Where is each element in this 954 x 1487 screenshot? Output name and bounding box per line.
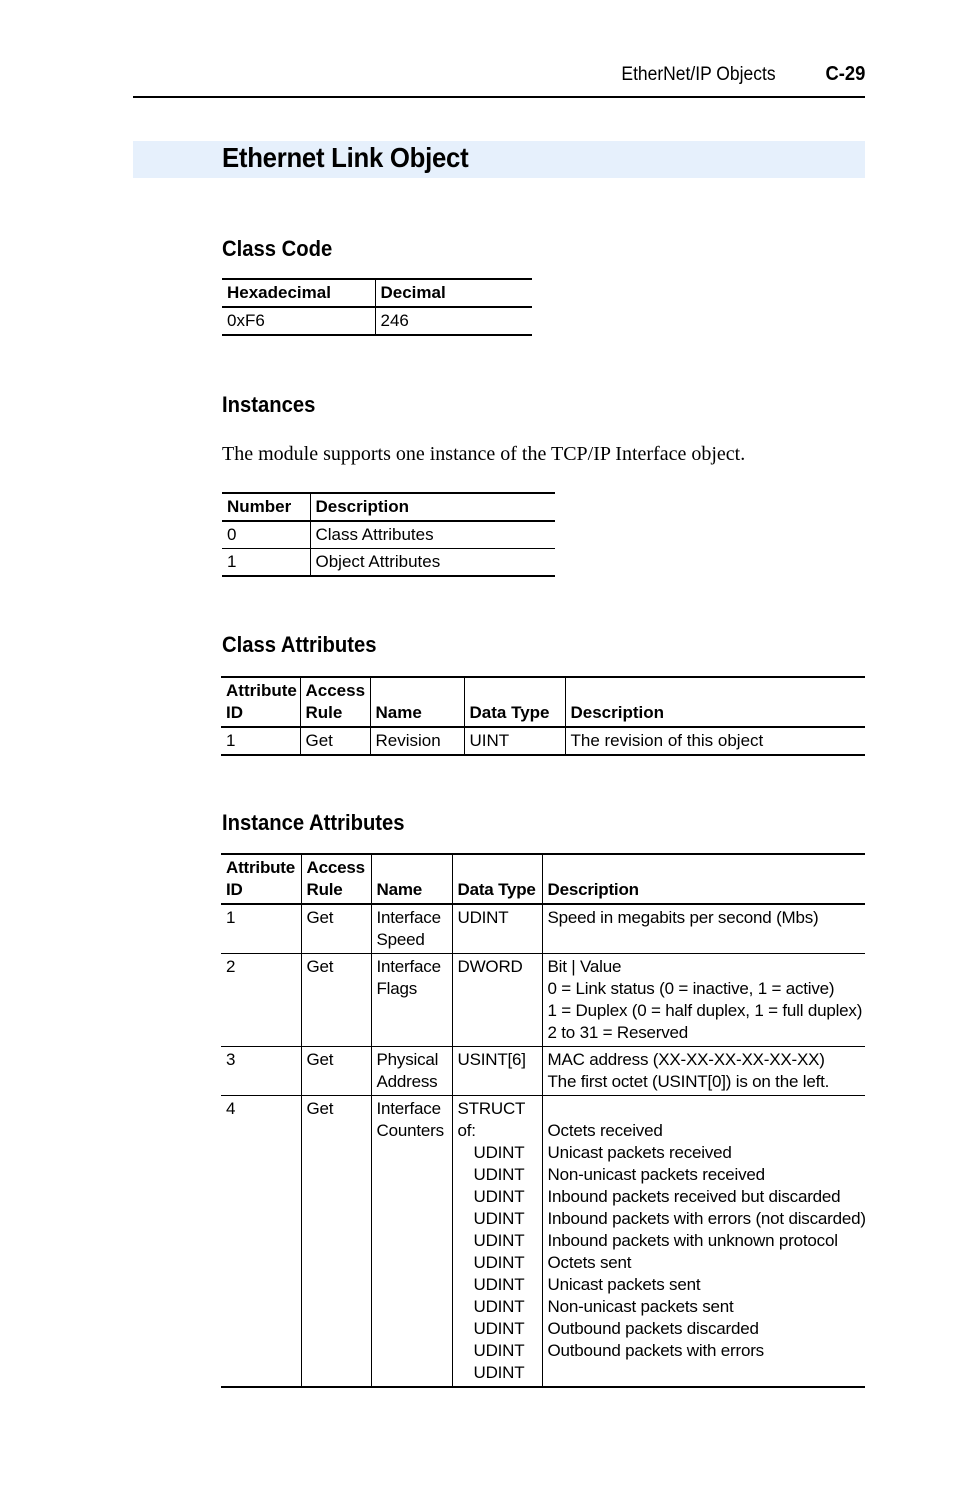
table-cell: 1 (226, 731, 236, 750)
cell-line: Octets sent (547, 1253, 632, 1272)
table-row (222, 521, 555, 549)
cell-line (548, 1098, 862, 1120)
page-title: Ethernet Link Object (222, 142, 469, 173)
section-title: EtherNet/IP Objects (621, 64, 776, 85)
table-cell: Revision (370, 727, 464, 755)
column-header: Data Type (452, 854, 542, 904)
cell-line: Speed in megabits per second (Mbs) (547, 908, 819, 927)
cell-line: 4 (226, 1099, 236, 1118)
cell-line: Interface (376, 957, 441, 976)
cell-line: Outbound packets with errors (547, 1341, 764, 1360)
cell-line: Speed (376, 930, 425, 949)
cell-line: UDINT (457, 908, 509, 927)
description-cell (542, 1047, 865, 1096)
cell-line: Octets received (547, 1121, 663, 1140)
attribute-id-cell (221, 1096, 301, 1388)
column-header: Decimal (375, 279, 532, 307)
column-header: Hexadecimal (227, 283, 331, 302)
name-cell (371, 1096, 452, 1388)
cell-line: Counters (376, 1121, 444, 1140)
class-code-table (222, 278, 532, 336)
cell-line: Unicast packets sent (547, 1275, 701, 1294)
cell-line: Interface (376, 908, 441, 927)
instances-table (222, 492, 555, 577)
cell-line: MAC address (XX-XX-XX-XX-XX-XX) (547, 1050, 825, 1069)
column-header: Number (227, 497, 292, 516)
table-row (221, 727, 865, 755)
table-cell: UINT (464, 727, 565, 755)
table-row (221, 1096, 865, 1388)
table-row (221, 904, 865, 954)
page-number: C-29 (825, 63, 865, 85)
instance-attributes-heading: Instance Attributes (222, 810, 405, 835)
cell-line: UDINT (473, 1165, 525, 1184)
cell-line: 1 (226, 908, 236, 927)
data-type-cell (452, 954, 542, 1047)
column-header: Access Rule (301, 854, 371, 904)
column-header: Name (371, 854, 452, 904)
cell-line: Inbound packets with errors (not discarded) (547, 1209, 866, 1228)
name-cell (371, 904, 452, 954)
cell-line: USINT[6] (457, 1050, 526, 1069)
table-row (222, 549, 555, 577)
data-type-cell (452, 1047, 542, 1096)
access-rule-cell (301, 1047, 371, 1096)
instance-attributes-table (221, 853, 865, 1388)
access-rule-cell (301, 904, 371, 954)
column-header: Attribute ID (226, 681, 297, 722)
description-cell (542, 954, 865, 1047)
cell-line: Address (376, 1072, 438, 1091)
cell-line: Physical (376, 1050, 439, 1069)
column-header: Access Rule (300, 677, 370, 727)
instance-attributes-body (221, 904, 865, 1387)
table-cell: The revision of this object (565, 727, 865, 755)
table-cell: 0 (227, 525, 237, 544)
cell-line: 2 (226, 957, 236, 976)
table-cell: 246 (375, 307, 532, 335)
column-header: Name (370, 677, 464, 727)
data-type-cell (452, 1096, 542, 1388)
cell-line: UDINT (473, 1209, 525, 1228)
table-cell: 1 (227, 552, 237, 571)
access-rule-cell (301, 954, 371, 1047)
table-row (221, 954, 865, 1047)
data-type-cell (452, 904, 542, 954)
table-row (222, 307, 532, 335)
cell-line: UDINT (473, 1297, 525, 1316)
cell-line: UDINT (473, 1363, 525, 1382)
cell-line: UDINT (473, 1341, 525, 1360)
column-header: Description (565, 677, 865, 727)
cell-line: Bit | Value (547, 957, 622, 976)
column-header: Attribute ID (226, 858, 296, 899)
table-header-row (222, 279, 532, 307)
cell-line: Get (306, 908, 334, 927)
access-rule-cell (301, 1096, 371, 1388)
cell-line: 0 = Link status (0 = inactive, 1 = active) (547, 979, 835, 998)
cell-line: Flags (376, 979, 418, 998)
column-header: Description (310, 493, 555, 521)
table-header-row (221, 677, 865, 727)
column-header: Data Type (464, 677, 565, 727)
cell-line: Get (306, 957, 334, 976)
cell-line: Non-unicast packets sent (547, 1297, 734, 1316)
name-cell (371, 954, 452, 1047)
class-attributes-heading: Class Attributes (222, 632, 377, 657)
table-cell: Get (300, 727, 370, 755)
cell-line: Outbound packets discarded (547, 1319, 759, 1338)
cell-line: UDINT (473, 1253, 525, 1272)
cell-line: 3 (226, 1050, 236, 1069)
instances-description: The module supports one instance of the TCP/IP Interface object. (222, 443, 746, 465)
table-cell: Class Attributes (310, 521, 555, 549)
class-attributes-table (221, 676, 865, 756)
cell-line: Interface (376, 1099, 441, 1118)
cell-line: 2 to 31 = Reserved (547, 1023, 689, 1042)
cell-line: UDINT (473, 1231, 525, 1250)
cell-line: Inbound packets with unknown protocol (547, 1231, 838, 1250)
table-cell: Object Attributes (310, 549, 555, 577)
cell-line: Unicast packets received (547, 1143, 732, 1162)
cell-line: STRUCT (457, 1099, 526, 1118)
name-cell (371, 1047, 452, 1096)
attribute-id-cell (221, 954, 301, 1047)
description-cell (542, 904, 865, 954)
cell-line: Inbound packets received but discarded (547, 1187, 841, 1206)
cell-line: UDINT (473, 1187, 525, 1206)
column-header: Description (542, 854, 865, 904)
cell-line: Get (306, 1050, 334, 1069)
cell-line: UDINT (473, 1143, 525, 1162)
cell-line: UDINT (473, 1275, 525, 1294)
cell-line: UDINT (473, 1319, 525, 1338)
class-code-heading: Class Code (222, 236, 333, 261)
cell-line: of: (457, 1121, 476, 1140)
table-header-row (221, 854, 865, 904)
attribute-id-cell (221, 904, 301, 954)
cell-line: The first octet (USINT[0]) is on the left. (547, 1072, 830, 1091)
instances-heading: Instances (222, 392, 316, 417)
attribute-id-cell (221, 1047, 301, 1096)
title-band (133, 141, 865, 178)
table-header-row (222, 493, 555, 521)
cell-line: DWORD (457, 957, 523, 976)
cell-line: 1 = Duplex (0 = half duplex, 1 = full duplex) (547, 1001, 863, 1020)
table-cell: 0xF6 (227, 311, 265, 330)
cell-line: Get (306, 1099, 334, 1118)
page-header (133, 58, 865, 98)
table-row (221, 1047, 865, 1096)
description-cell (542, 1096, 865, 1388)
cell-line: Non-unicast packets received (547, 1165, 765, 1184)
